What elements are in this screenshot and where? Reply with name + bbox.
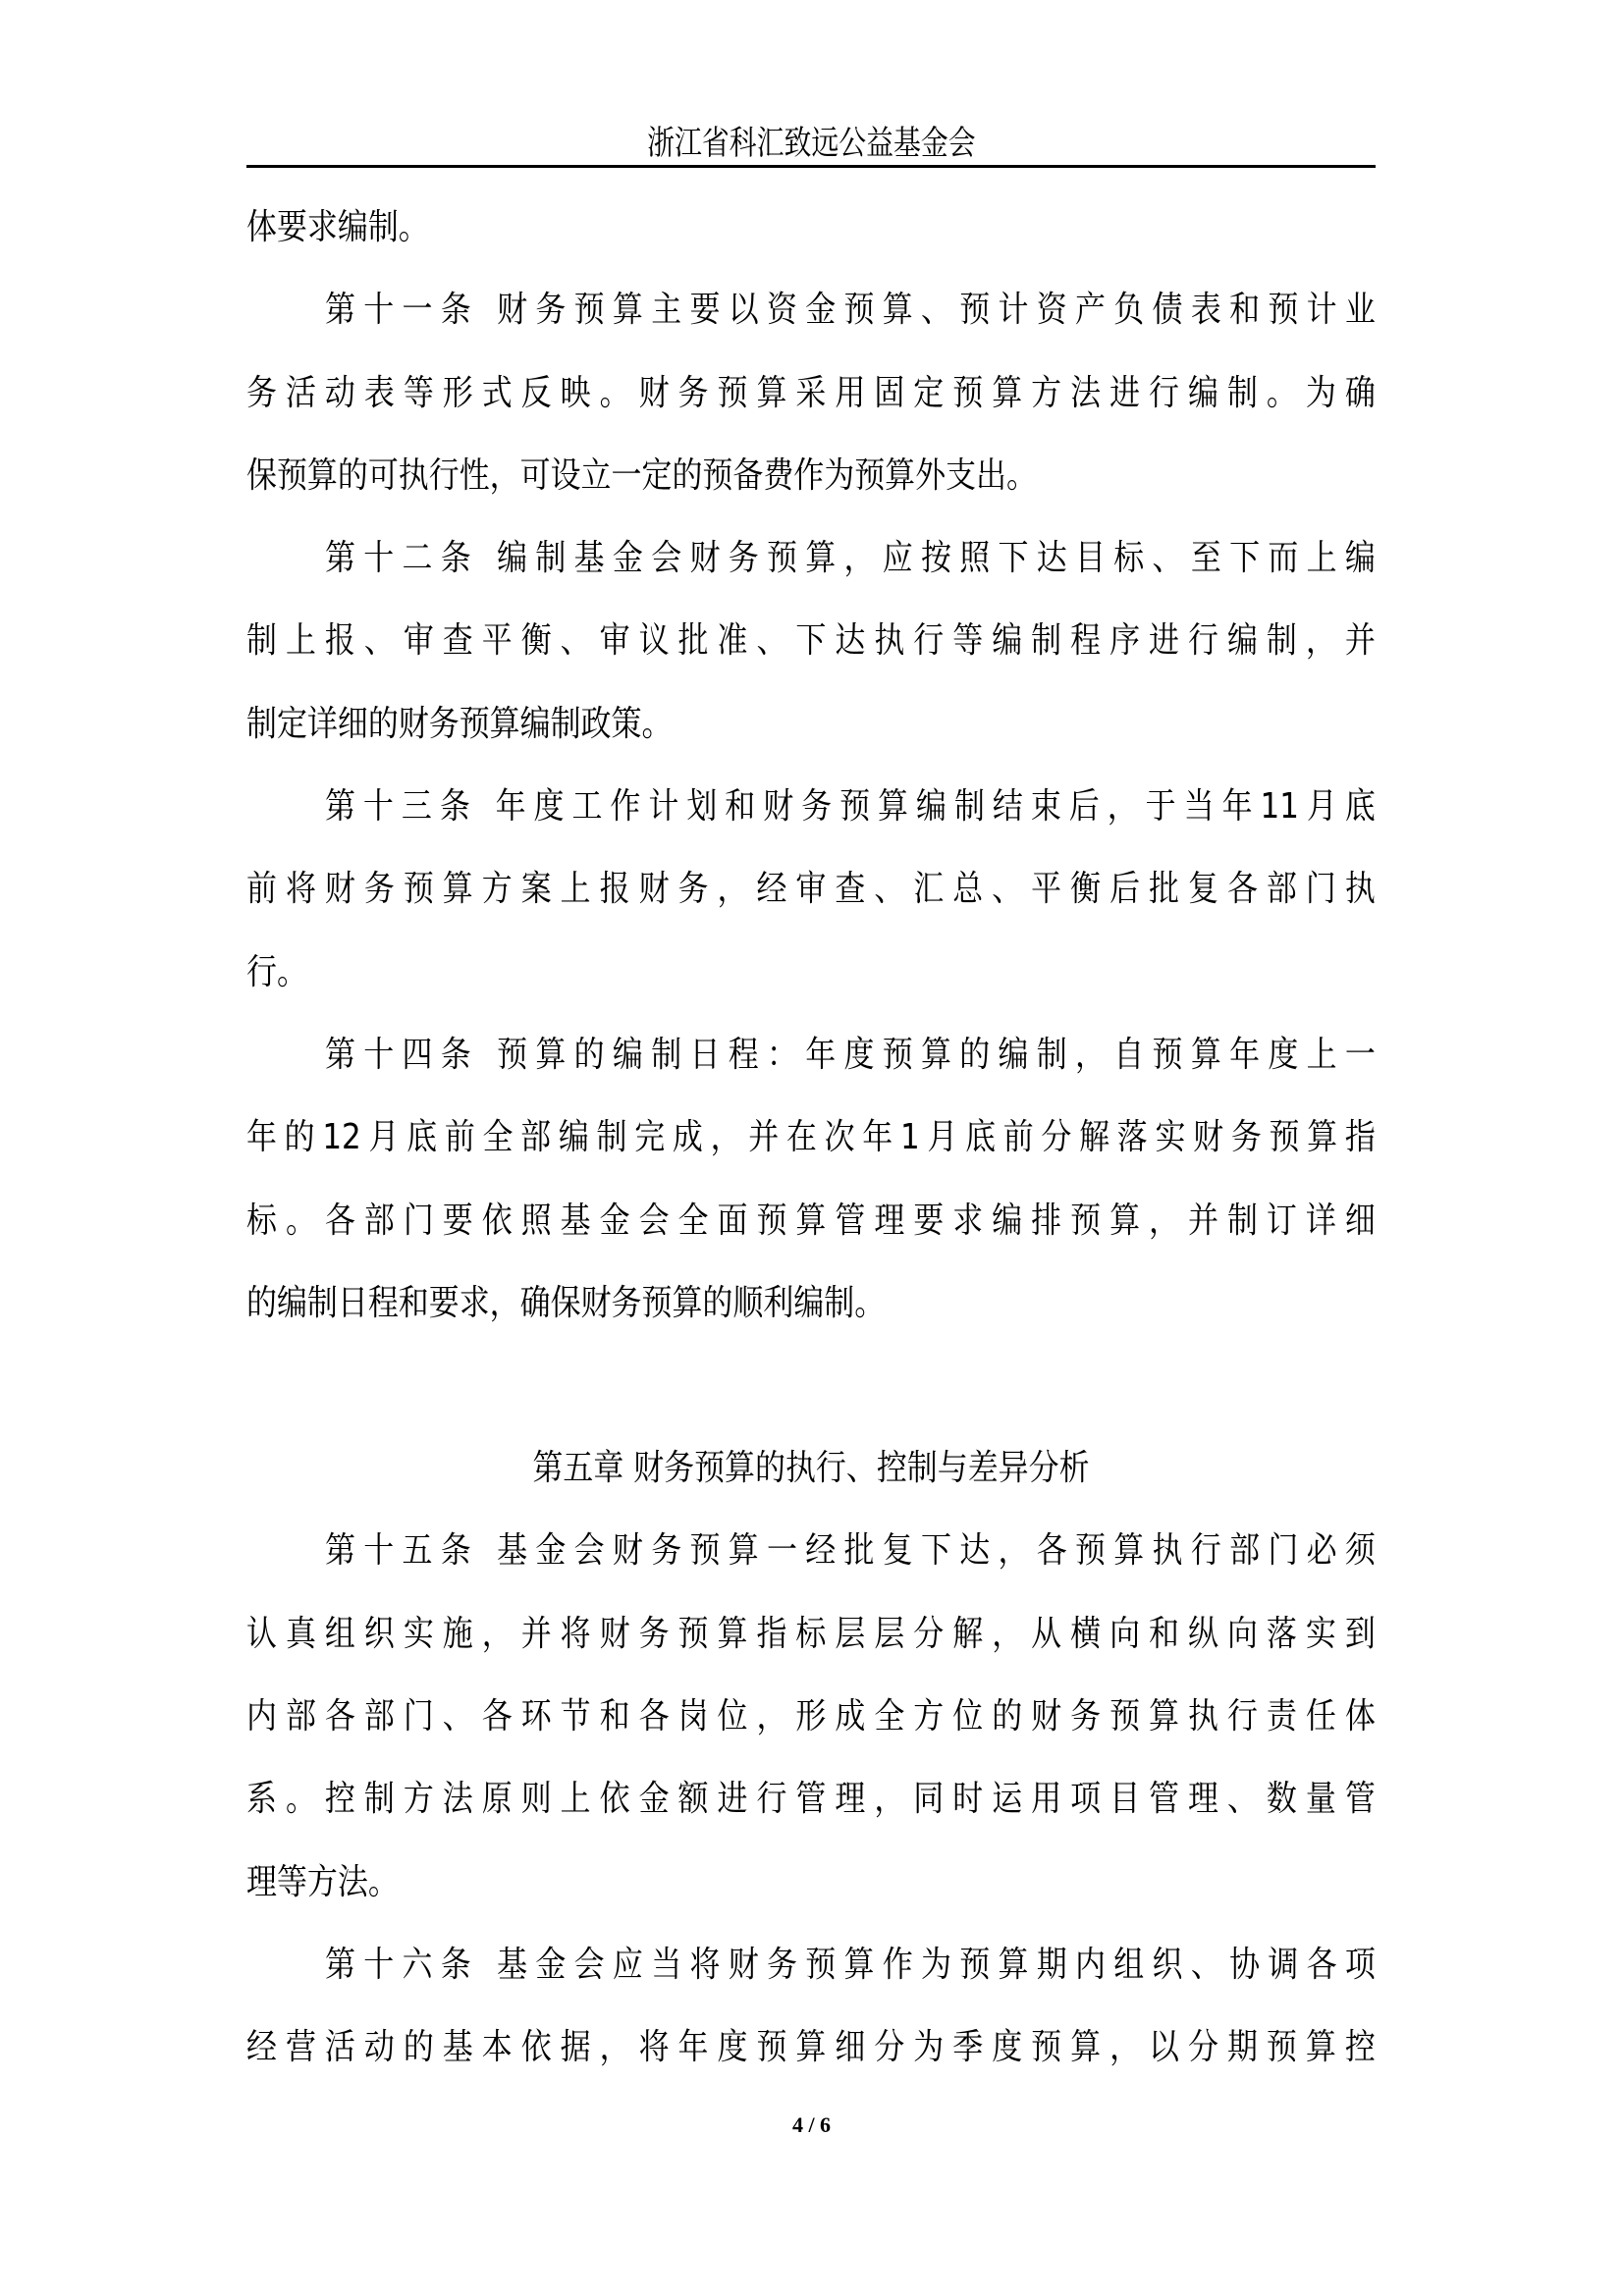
- paragraph-line: 经营活动的基本依据，将年度预算细分为季度预算，以分期预算控: [246, 2027, 1376, 2068]
- article-15-line: 第十五条 基金会财务预算一经批复下达，各预算执行部门必须: [324, 1530, 1376, 1572]
- document-body: [246, 187, 1376, 2090]
- paragraph-line: 前将财务预算方案上报财务，经审查、汇总、平衡后批复各部门执: [246, 869, 1376, 910]
- paragraph-line: 的编制日程和要求，确保财务预算的顺利编制。: [246, 1282, 886, 1323]
- article-12-line: 第十二条 编制基金会财务预算，应按照下达目标、至下而上编: [324, 538, 1376, 579]
- paragraph-line: 制上报、审查平衡、审议批准、下达执行等编制程序进行编制，并: [246, 620, 1376, 662]
- article-14-line: 第十四条 预算的编制日程：年度预算的编制，自预算年度上一: [324, 1034, 1376, 1075]
- chapter-heading: 第五章 财务预算的执行、控制与差异分析: [532, 1448, 1090, 1489]
- paragraph-line: 年的12月底前全部编制完成，并在次年1月底前分解落实财务预算指: [246, 1117, 1376, 1158]
- document-header-title: 浙江省科汇致远公益基金会: [647, 124, 976, 163]
- article-13-line: 第十三条 年度工作计划和财务预算编制结束后，于当年11月底: [324, 786, 1376, 828]
- paragraph-line: 保预算的可执行性，可设立一定的预备费作为预算外支出。: [246, 454, 1037, 496]
- paragraph-line: 系。控制方法原则上依金额进行管理，同时运用项目管理、数量管: [246, 1779, 1376, 1820]
- paragraph-line: 内部各部门、各环节和各岗位，形成全方位的财务预算执行责任体: [246, 1696, 1376, 1737]
- paragraph-line: 制定详细的财务预算编制政策。: [246, 703, 673, 744]
- section-spacer: [246, 1345, 1376, 1427]
- paragraph-line: 体要求编制。: [246, 207, 429, 247]
- article-11-line: 第十一条 财务预算主要以资金预算、预计资产负债表和预计业: [324, 290, 1376, 331]
- paragraph-line: 标。各部门要依照基金会全面预算管理要求编排预算，并制订详细: [246, 1200, 1376, 1241]
- paragraph-line: 认真组织实施，并将财务预算指标层层分解，从横向和纵向落实到: [246, 1613, 1376, 1654]
- page-number: 4 / 6: [791, 2112, 832, 2137]
- paragraph-line: 务活动表等形式反映。财务预算采用固定预算方法进行编制。为确: [246, 372, 1376, 413]
- article-16-line: 第十六条 基金会应当将财务预算作为预算期内组织、协调各项: [324, 1944, 1376, 1985]
- header-divider: [246, 165, 1376, 168]
- paragraph-line: 理等方法。: [246, 1861, 399, 1902]
- paragraph-line: 行。: [246, 951, 307, 992]
